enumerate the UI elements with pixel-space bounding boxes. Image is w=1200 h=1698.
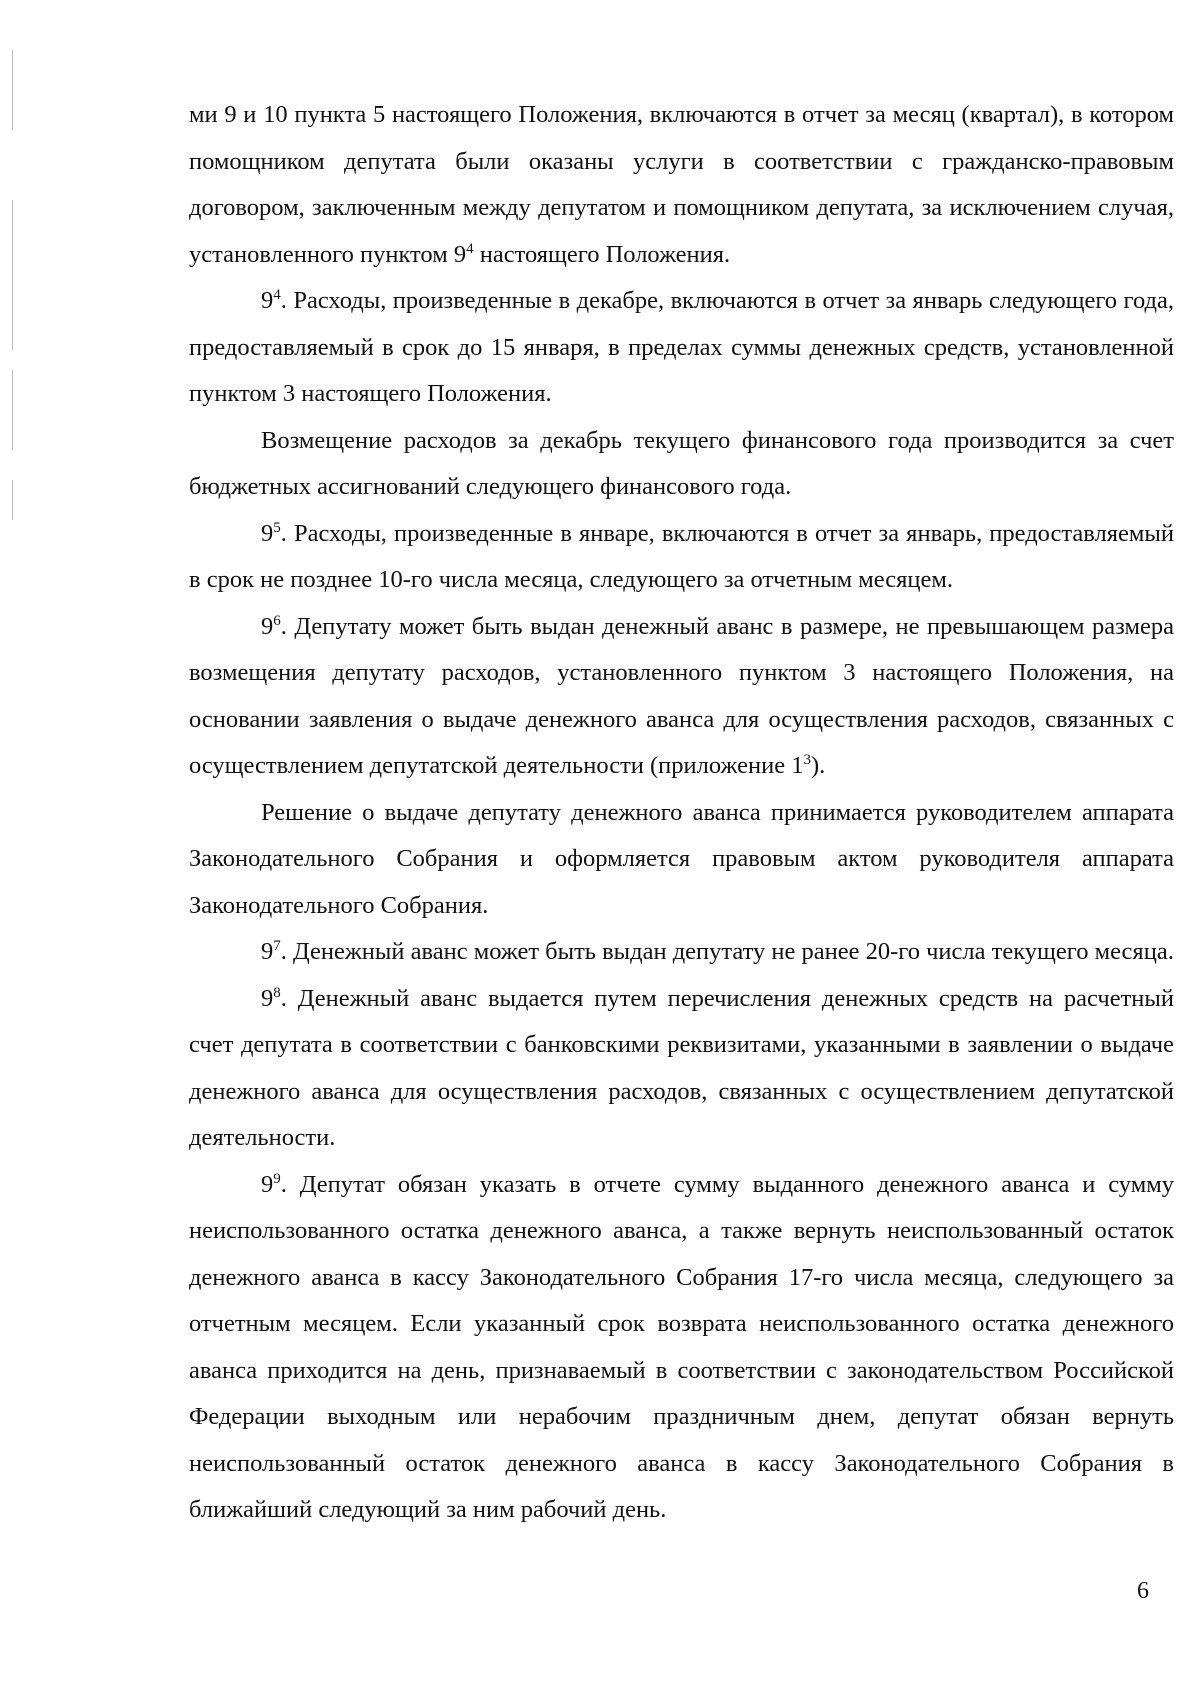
page-number: 6 (1137, 1578, 1149, 1604)
paragraph (189, 278, 1174, 418)
paragraph-text: 9 (261, 938, 274, 965)
paragraph-text: . Расходы, произведенные в январе, включаются в отчет за январь, предоставляемый в срок не позднее 10-го числа месяца, следующего за отчетным месяцем. (189, 519, 1174, 593)
scan-edge-mark (12, 370, 13, 450)
paragraph (189, 929, 1174, 976)
paragraph (189, 92, 1174, 278)
paragraph (189, 604, 1174, 790)
paragraph-text: 9 (261, 287, 274, 314)
scan-edge-mark (12, 480, 13, 520)
superscript: 9 (273, 1170, 281, 1187)
paragraph-text: настоящего Положения. (473, 240, 731, 268)
paragraph-text: . Депутат обязан указать в отчете сумму выданного денежного аванса и сумму неиспользованного остатка денежного аванса, а также вернуть неиспользованный остаток денежного аванса в кассу Законодательного Собрания 17-го числа месяца, следующего за отчетным месяцем. Если указанный срок возврата неиспользованного остатка денежного аванса приходится на день, признаваемый в соответствии с законодательством Российской Федерации выходным или нерабочим праздничным днем, депутат обязан вернуть неиспользованный остаток денежного аванса в кассу Законодательного Собрания в ближайший следующий за ним рабочий день. (189, 1170, 1174, 1523)
paragraph (189, 1162, 1174, 1534)
superscript: 6 (273, 612, 281, 629)
paragraph-text: . Денежный аванс может быть выдан депутату не ранее 20-го числа текущего месяца. (280, 938, 1174, 965)
superscript: 3 (803, 752, 811, 768)
scan-edge-mark (12, 50, 13, 130)
paragraph (189, 976, 1174, 1162)
paragraph (189, 511, 1174, 604)
paragraph-text: 9 (261, 1170, 274, 1198)
superscript: 4 (466, 240, 474, 257)
superscript: 8 (273, 984, 281, 1001)
paragraph-text: . Расходы, произведенные в декабре, включаются в отчет за январь следующего года, предоставляемый в срок до 15 января, в пределах суммы денежных средств, установленной пунктом 3 настоящего Положения. (189, 287, 1174, 407)
paragraph (189, 418, 1174, 511)
paragraph-text: 9 (261, 612, 274, 640)
paragraph-text: 9 (261, 519, 274, 547)
document-body (189, 92, 1174, 1534)
paragraph (189, 790, 1174, 930)
superscript: 7 (273, 938, 281, 954)
superscript: 5 (273, 519, 281, 536)
paragraph-text: . Депутату может быть выдан денежный аванс в размере, не превышающем размера возмещения депутату расходов, установленного пунктом 3 настоящего Положения, на основании заявления о выдаче денежного аванса для осуществления расходов, связанных с осуществлением депутатской деятельности (приложение 1 (189, 612, 1174, 779)
scan-edge-mark (12, 200, 13, 350)
superscript: 4 (273, 287, 281, 303)
paragraph-text: ). (810, 752, 826, 779)
paragraph-text: Решение о выдаче депутату денежного аванса принимается руководителем аппарата Законодательного Собрания и оформляется правовым актом руководителя аппарата Законодательного Собрания. (189, 798, 1174, 919)
paragraph-text: 9 (261, 984, 274, 1012)
paragraph-text: . Денежный аванс выдается путем перечисления денежных средств на расчетный счет депутата в соответствии с банковскими реквизитами, указанными в заявлении о выдаче денежного аванса для осуществления расходов, связанных с осуществлением депутатской деятельности. (189, 984, 1174, 1151)
paragraph-text: Возмещение расходов за декабрь текущего финансового года производится за счет бюджетных ассигнований следующего финансового года. (189, 426, 1174, 500)
paragraph-text: ми 9 и 10 пункта 5 настоящего Положения, включаются в отчет за месяц (квартал), в котором помощником депутата были оказаны услуги в соответствии с гражданско-правовым договором, заключенным между депутатом и помощником депутата, за исключением случая, установленного пунктом 9 (189, 101, 1174, 268)
